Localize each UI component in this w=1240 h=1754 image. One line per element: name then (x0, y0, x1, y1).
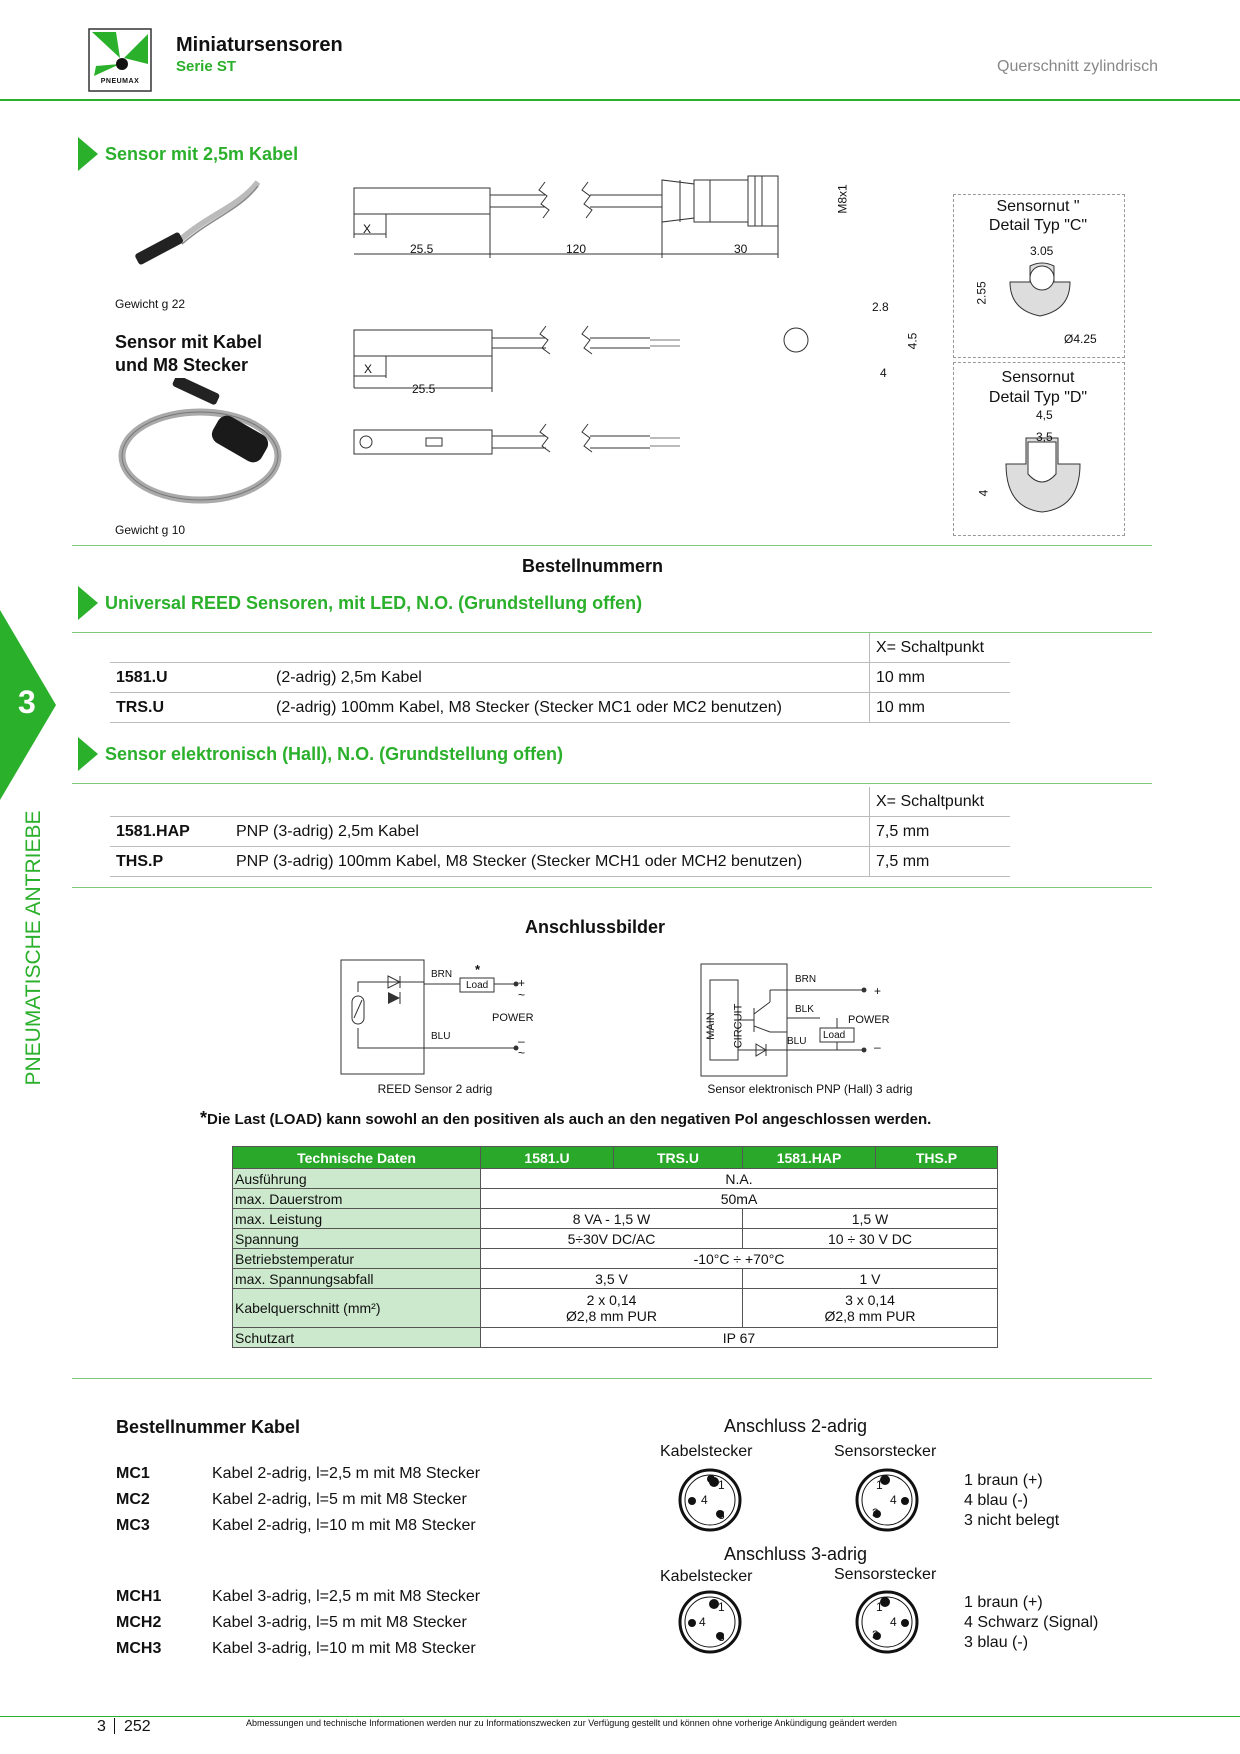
side-tab-number: 3 (18, 684, 36, 720)
tech-table: Technische Daten 1581.U TRS.U 1581.HAP THS.P Ausführung N.A. max. Dauerstrom 50mA max. Leistung 8 VA - 1,5 W 1,5 W Spannung 5÷30V DC/AC 10 ÷ 30 V DC Betriebstemperatur -10°C ÷ +70°C max. Spannungsabfall 3,5 V 1 V Kabelquerschnitt (mm²) 2 x 0,14 Ø2,8 mm PUR 3 x 0,14 Ø2,8 mm PUR Schutzart IP 67 (232, 1146, 998, 1348)
wiring-heading: Anschlussbilder (524, 917, 666, 937)
conn3-socket-icon (855, 1590, 919, 1654)
dim-25-5-1: 25.5 (410, 242, 434, 256)
conn3-socket-pin4: 4 (890, 1615, 897, 1629)
table-row: Ausführung N.A. (233, 1169, 998, 1189)
conn3-socket-label: Sensorstecker (834, 1566, 937, 1583)
list-item: MCH3 Kabel 3-adrig, l=10 m mit M8 Stecker (116, 1640, 476, 1657)
list-item: MC1 Kabel 2-adrig, l=2,5 m mit M8 Stecker (116, 1465, 481, 1482)
dim-x-1: X (363, 222, 372, 236)
dim-25-5-2: 25.5 (412, 382, 436, 396)
divider-4 (72, 887, 1152, 888)
conn3-plug-pin4: 4 (699, 1615, 706, 1629)
conn2-title: Anschluss 2-adrig (724, 1416, 868, 1436)
table-row: max. Leistung 8 VA - 1,5 W 1,5 W (233, 1209, 998, 1229)
list-item: MC2 Kabel 2-adrig, l=5 m mit M8 Stecker (116, 1491, 467, 1508)
footer-disclaimer: Abmessungen und technische Informationen werden nur zu Informationszwecken zur Verfügung gestellt und können ohne vorherige Ankündigung geändert werden (246, 1718, 897, 1728)
hall-plus: + (874, 984, 882, 998)
detail-d-w1: 4,5 (1036, 408, 1053, 422)
doc-category: Querschnitt zylindrisch (997, 58, 1158, 75)
conn2-legend-3: 3 nicht belegt (964, 1512, 1060, 1529)
divider-3 (72, 783, 1152, 784)
brand-logo (88, 28, 152, 92)
reed-caption: REED Sensor 2 adrig (377, 1082, 493, 1096)
cables-heading: Bestellnummer Kabel (116, 1417, 301, 1437)
sensor-cable-photo (120, 176, 260, 286)
conn3-socket-pin1: 1 (876, 1600, 883, 1614)
conn2-plug-icon (678, 1468, 742, 1532)
dim-2-8: 2.8 (872, 300, 889, 314)
conn3-title: Anschluss 3-adrig (724, 1544, 868, 1564)
table-row: 1581.U (2-adrig) 2,5m Kabel 10 mm (110, 663, 1010, 693)
hall-blu: BLU (787, 1036, 807, 1047)
conn2-socket-pin3: 3 (872, 1506, 879, 1520)
reed-plus: + (518, 976, 526, 990)
header-rule (0, 99, 1240, 101)
detail-c-drawing (1000, 256, 1090, 326)
conn2-legend-2: 4 blau (-) (964, 1492, 1029, 1509)
dim-m8x1: M8x1 (835, 184, 850, 214)
detail-c-subtitle: Detail Typ "C" (988, 217, 1088, 234)
note-text: Die Last (LOAD) kann sowohl an den positiven als auch an den negativen Pol angeschlossen werden. (207, 1111, 932, 1128)
reed-blu: BLU (431, 1031, 451, 1042)
footer-sep (114, 1718, 115, 1734)
table-row: THS.P PNP (3-adrig) 100mm Kabel, M8 Stecker (Stecker MCH1 oder MCH2 benutzen) 7,5 mm (110, 847, 1010, 877)
conn2-socket-label: Sensorstecker (834, 1443, 937, 1460)
hall-load: Load (823, 1030, 846, 1041)
table-row: Spannung 5÷30V DC/AC 10 ÷ 30 V DC (233, 1229, 998, 1249)
hall-main: MAIN (704, 1012, 717, 1040)
table-row: Schutzart IP 67 (233, 1328, 998, 1348)
dim-x-2: X (364, 362, 373, 376)
footer-rule (0, 1716, 1240, 1717)
conn2-socket-icon (855, 1468, 919, 1532)
dim-4: 4 (880, 366, 887, 380)
conn3-plug-icon (678, 1590, 742, 1654)
sensor-m8-weight: Gewicht g 10 (115, 523, 186, 537)
hall-circuit: CIRCUIT (732, 1003, 745, 1049)
reed-title: Universal REED Sensoren, mit LED, N.O. (Grundstellung offen) (105, 593, 643, 613)
hall-brn: BRN (795, 974, 817, 985)
list-item: MC3 Kabel 2-adrig, l=10 m mit M8 Stecker (116, 1517, 476, 1534)
reed-brn: BRN (431, 969, 453, 980)
detail-c-dia: Ø4.25 (1064, 332, 1097, 346)
conn2-plug-pin3: 3 (718, 1508, 725, 1522)
conn2-plug-pin4: 4 (701, 1493, 708, 1507)
divider-5 (72, 1378, 1152, 1379)
hall-caption: Sensor elektronisch PNP (Hall) 3 adrig (707, 1082, 913, 1096)
reed-minus: – (518, 1034, 525, 1048)
detail-d-title: Sensornut (1001, 369, 1075, 386)
note-star: * (200, 1108, 208, 1128)
hall-minus: – (874, 1040, 881, 1054)
list-item: MCH2 Kabel 3-adrig, l=5 m mit M8 Stecker (116, 1614, 467, 1631)
table-row: max. Dauerstrom 50mA (233, 1189, 998, 1209)
side-tab-label: PNEUMATISCHE ANTRIEBE (22, 810, 45, 1086)
conn2-plug-pin1: 1 (718, 1478, 725, 1492)
footer-page: 252 (124, 1718, 151, 1735)
conn3-legend-2: 4 Schwarz (Signal) (964, 1614, 1099, 1631)
section-arrow-icon (78, 137, 98, 171)
table-row: max. Spannungsabfall 3,5 V 1 V (233, 1269, 998, 1289)
dim-4-5: 4.5 (905, 332, 920, 350)
sensor-m8-title-2: und M8 Stecker (115, 355, 249, 375)
hall-table (110, 787, 1010, 877)
conn2-socket-pin4: 4 (890, 1493, 897, 1507)
footer-chapter: 3 (97, 1718, 106, 1735)
sensor-cable-weight: Gewicht g 22 (115, 297, 186, 311)
reed-star: * (475, 962, 481, 977)
conn3-plug-pin1: 1 (718, 1600, 725, 1614)
reed-power: POWER (492, 1012, 534, 1024)
sensor-m8-photo (112, 378, 292, 508)
hall-title: Sensor elektronisch (Hall), N.O. (Grundstellung offen) (105, 744, 564, 764)
order-heading: Bestellnummern (521, 556, 664, 576)
detail-d-h: 4 (976, 489, 991, 497)
reed-col-header: X= Schaltpunkt (870, 633, 1011, 663)
conn3-legend-1: 1 braun (+) (964, 1594, 1043, 1611)
conn3-socket-pin3: 3 (872, 1628, 879, 1642)
section-arrow-icon (78, 586, 98, 620)
list-item: MCH1 Kabel 3-adrig, l=2,5 m mit M8 Stecker (116, 1588, 481, 1605)
detail-c-w: 3.05 (1030, 244, 1054, 258)
reed-tilde-1: ~ (518, 988, 526, 1002)
conn2-plug-label: Kabelstecker (660, 1443, 753, 1460)
reed-table (110, 633, 1010, 723)
reed-load: Load (466, 980, 489, 991)
conn3-legend-3: 3 blau (-) (964, 1634, 1029, 1651)
reed-tilde-2: ~ (518, 1046, 526, 1060)
sensor-m8-title-1: Sensor mit Kabel (115, 332, 263, 352)
brand-name: PNEUMAX (100, 78, 140, 85)
detail-c-h: 2.55 (974, 281, 989, 305)
section-arrow-icon (78, 737, 98, 771)
table-row: Kabelquerschnitt (mm²) 2 x 0,14 Ø2,8 mm PUR 3 x 0,14 Ø2,8 mm PUR (233, 1289, 998, 1328)
doc-title: Miniatursensoren (176, 34, 343, 56)
load-note (200, 1108, 931, 1129)
hall-blk: BLK (795, 1004, 814, 1015)
dim-120: 120 (566, 242, 587, 256)
table-row: Betriebstemperatur -10°C ÷ +70°C (233, 1249, 998, 1269)
conn2-legend-1: 1 braun (+) (964, 1472, 1043, 1489)
hall-col-header: X= Schaltpunkt (870, 787, 1011, 817)
detail-d-subtitle: Detail Typ "D" (988, 389, 1088, 406)
conn3-plug-label: Kabelstecker (660, 1568, 753, 1585)
doc-series: Serie ST (176, 58, 237, 75)
conn2-socket-pin1: 1 (876, 1478, 883, 1492)
conn3-plug-pin3: 3 (718, 1630, 725, 1644)
sensor-cable-title: Sensor mit 2,5m Kabel (105, 144, 299, 164)
dim-30: 30 (734, 242, 748, 256)
detail-d-w2: 3,5 (1036, 430, 1053, 444)
table-row: 1581.HAP PNP (3-adrig) 2,5m Kabel 7,5 mm (110, 817, 1010, 847)
table-row: TRS.U (2-adrig) 100mm Kabel, M8 Stecker (Stecker MC1 oder MC2 benutzen) 10 mm (110, 693, 1010, 723)
detail-c-title: Sensornut " (996, 198, 1080, 215)
hall-power: POWER (848, 1014, 890, 1026)
divider-1 (72, 545, 1152, 546)
